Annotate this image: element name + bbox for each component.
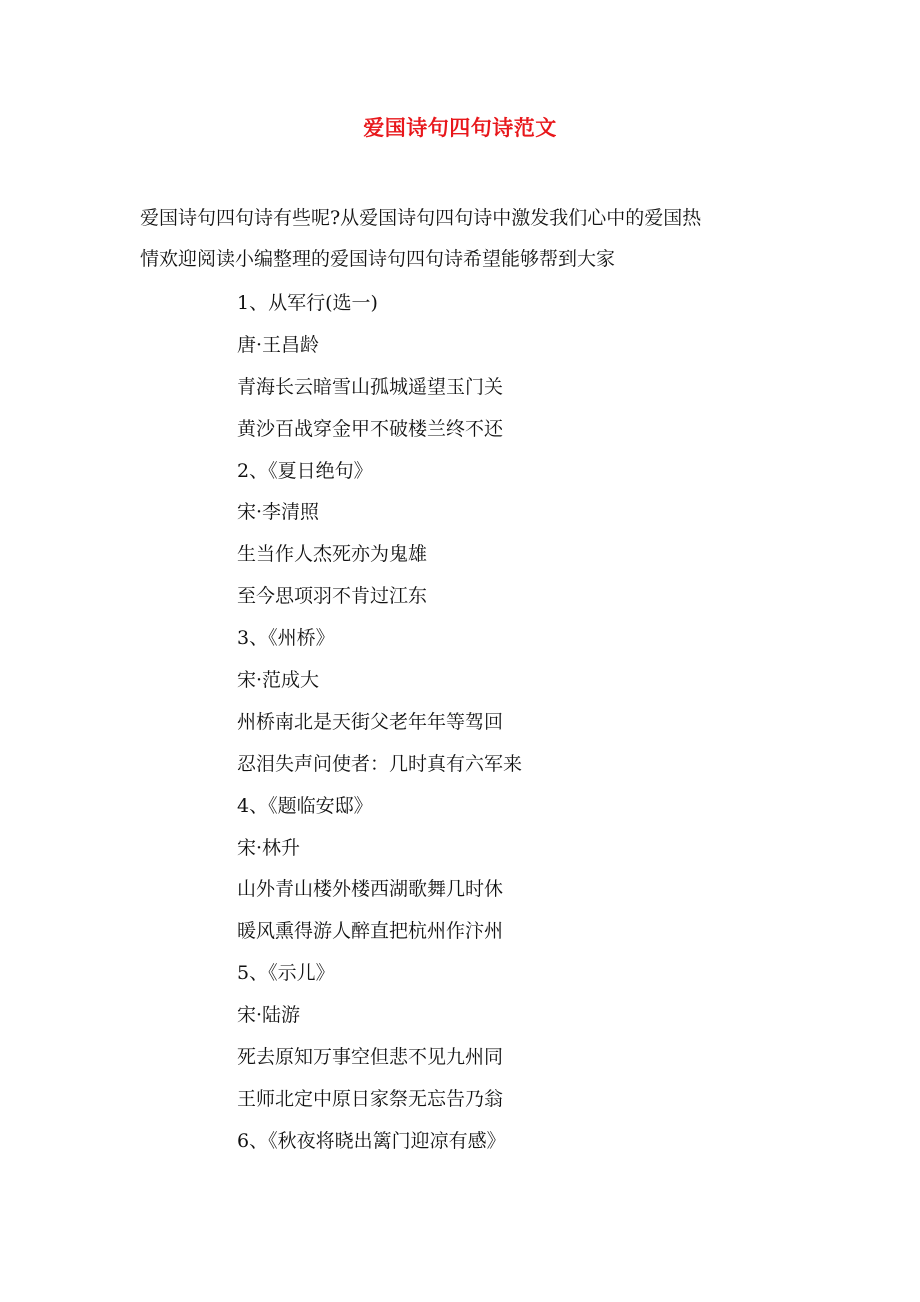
poem-heading: 4、《题临安邸》: [237, 794, 373, 817]
poem-author: 宋·陆游: [237, 1004, 301, 1027]
poem-line: 青海长云暗雪山孤城遥望玉门关: [237, 375, 504, 398]
intro-line: 爱国诗句四句诗有些呢?从爱国诗句四句诗中激发我们心中的爱国热: [140, 207, 702, 229]
poem-line: 王师北定中原日家祭无忘告乃翁: [237, 1087, 504, 1110]
poem-heading: 5、《示儿》: [237, 962, 335, 985]
poem-line: 至今思项羽不肯过江东: [237, 585, 428, 608]
poem-line: 州桥南北是天街父老年年等驾回: [237, 710, 504, 733]
poem-line: 死去原知万事空但悲不见九州同: [237, 1046, 504, 1069]
poem-heading: 1、从军行(选一): [237, 292, 378, 314]
page-title: 爱国诗句四句诗范文: [363, 115, 557, 140]
poem-author: 宋·范成大: [237, 669, 320, 692]
poem-heading: 6、《秋夜将晓出篱门迎凉有感》: [237, 1129, 506, 1152]
poem-author: 唐·王昌龄: [237, 333, 320, 356]
intro-line: 情欢迎阅读小编整理的爱国诗句四句诗希望能够帮到大家: [140, 248, 616, 270]
poem-heading: 2、《夏日绝句》: [237, 459, 373, 482]
poem-heading: 3、《州桥》: [237, 627, 335, 650]
intro-paragraph: [140, 198, 800, 280]
poem-line: 生当作人杰死亦为鬼雄: [237, 543, 428, 566]
poem-line: 黄沙百战穿金甲不破楼兰终不还: [237, 417, 504, 440]
poem-line: 暖风熏得游人醉直把杭州作汴州: [237, 920, 504, 943]
poem-line: 山外青山楼外楼西湖歌舞几时休: [237, 878, 504, 901]
poem-author: 宋·李清照: [237, 501, 320, 524]
poem-author: 宋·林升: [237, 836, 301, 859]
poem-line: 忍泪失声问使者：几时真有六军来: [237, 752, 523, 775]
poem-list: [237, 283, 797, 1163]
